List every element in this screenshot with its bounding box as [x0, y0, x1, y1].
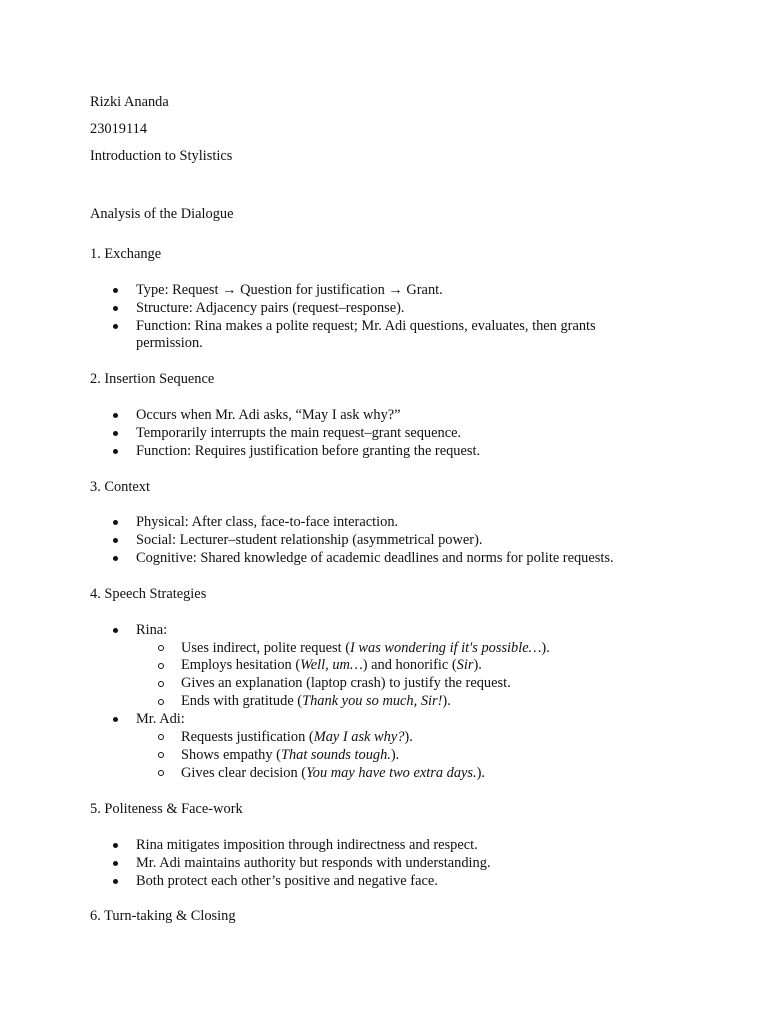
- student-id: 23019114: [90, 121, 148, 137]
- section-heading-context: 3. Context: [90, 479, 150, 495]
- bullet-icon: [113, 413, 118, 418]
- bullet-icon: [113, 861, 118, 866]
- sub-bullet-icon: [158, 752, 164, 758]
- speaker-label-rina: Rina:: [136, 622, 168, 638]
- list-item: Physical: After class, face-to-face interaction.: [136, 514, 399, 530]
- sub-bullet-icon: [158, 699, 164, 705]
- bullet-icon: [113, 879, 118, 884]
- list-item: Occurs when Mr. Adi asks, “May I ask why?”: [136, 407, 401, 423]
- sub-list-item: Ends with gratitude (Thank you so much, Sir!).: [181, 693, 451, 709]
- bullet-icon: [113, 843, 118, 848]
- section-heading-turn-taking: 6. Turn-taking & Closing: [90, 908, 236, 924]
- sub-list-item: Shows empathy (That sounds tough.).: [181, 747, 400, 763]
- sub-list-item: Gives clear decision (You may have two extra days.).: [181, 765, 486, 781]
- section-heading-exchange: 1. Exchange: [90, 246, 162, 262]
- list-item: Function: Requires justification before granting the request.: [136, 443, 481, 459]
- bullet-icon: [113, 556, 118, 561]
- sub-list-item: Requests justification (May I ask why?).: [181, 729, 413, 745]
- document-title: Analysis of the Dialogue: [90, 206, 234, 222]
- list-item: Structure: Adjacency pairs (request–response).: [136, 300, 405, 316]
- sub-bullet-icon: [158, 681, 164, 687]
- section-heading-insertion-sequence: 2. Insertion Sequence: [90, 371, 215, 387]
- list-item: Type: Request → Question for justification → Grant.: [136, 282, 443, 298]
- bullet-icon: [113, 628, 118, 633]
- sub-list-item: Gives an explanation (laptop crash) to justify the request.: [181, 675, 511, 691]
- section-heading-politeness: 5. Politeness & Face-work: [90, 801, 243, 817]
- list-item: Rina mitigates imposition through indirectness and respect.: [136, 837, 478, 853]
- list-item: Mr. Adi maintains authority but responds with understanding.: [136, 855, 491, 871]
- sub-list-item: Uses indirect, polite request (I was wondering if it's possible…).: [181, 640, 550, 656]
- bullet-icon: [113, 431, 118, 436]
- section-heading-speech-strategies: 4. Speech Strategies: [90, 586, 207, 602]
- list-item: Social: Lecturer–student relationship (asymmetrical power).: [136, 532, 483, 548]
- bullet-icon: [113, 538, 118, 543]
- author-name: Rizki Ananda: [90, 94, 169, 110]
- sub-bullet-icon: [158, 663, 164, 669]
- sub-bullet-icon: [158, 645, 164, 651]
- bullet-icon: [113, 717, 118, 722]
- list-item: Cognitive: Shared knowledge of academic deadlines and norms for polite requests.: [136, 550, 614, 566]
- list-item-continuation: permission.: [136, 335, 203, 351]
- bullet-icon: [113, 288, 118, 293]
- bullet-icon: [113, 324, 118, 329]
- bullet-icon: [113, 449, 118, 454]
- speaker-label-mr-adi: Mr. Adi:: [136, 711, 185, 727]
- bullet-icon: [113, 520, 118, 525]
- sub-bullet-icon: [158, 734, 164, 740]
- sub-bullet-icon: [158, 770, 164, 776]
- bullet-icon: [113, 306, 118, 311]
- course-title: Introduction to Stylistics: [90, 148, 233, 164]
- sub-list-item: Employs hesitation (Well, um…) and honorific (Sir).: [181, 657, 482, 673]
- list-item: Both protect each other’s positive and negative face.: [136, 873, 438, 889]
- list-item: Temporarily interrupts the main request–grant sequence.: [136, 425, 462, 441]
- list-item: Function: Rina makes a polite request; Mr. Adi questions, evaluates, then grants: [136, 318, 596, 334]
